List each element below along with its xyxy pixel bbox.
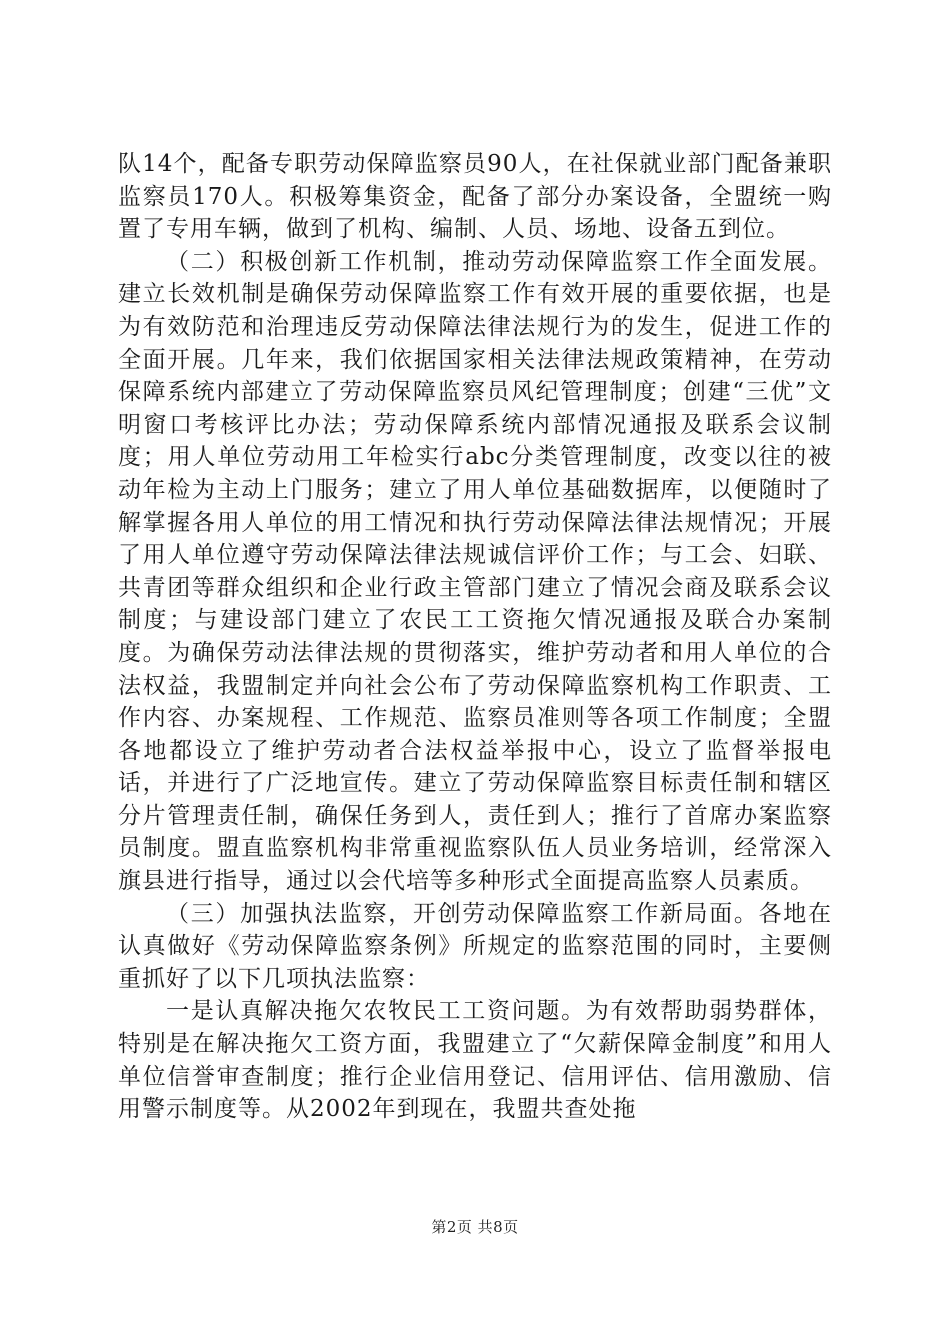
paragraph-1: 队14个，配备专职劳动保障监察员90人，在社保就业部门配备兼职监察员170人。积极筹集资金，配备了部分办案设备，全盟统一购置了专用车辆，做到了机构、编制、人员、场地、设备五到位。 — [118, 151, 832, 243]
paragraph-2: （二）积极创新工作机制，推动劳动保障监察工作全面发展。建立长效机制是确保劳动保障监察工作有效开展的重要依据，也是为有效防范和治理违反劳动保障法律法规行为的发生，促进工作的全面开展。几年来，我们依据国家相关法律法规政策精神，在劳动保障系统内部建立了劳动保障监察员风纪管理制度；创建“三优”文明窗口考核评比办法；劳动保障系统内部情况通报及联系会议制度；用人单位劳动用工年检实行abc分类管理制度，改变以往的被动年检为主动上门服务；建立了用人单位基础数据库，以便随时了解掌握各用人单位的用工情况和执行劳动保障法律法规情况；开展了用人单位遵守劳动保障法律法规诚信评价工作；与工会、妇联、共青团等群众组织和企业行政主管部门建立了情况会商及联系会议制度；与建设部门建立了农民工工资拖欠情况通报及联合办案制度。为确保劳动法律法规的贯彻落实，维护劳动者和用人单位的合法权益，我盟制定并向社会公布了劳动保障监察机构工作职责、工作内容、办案规程、工作规范、监察员准则等各项工作制度；全盟各地都设立了维护劳动者合法权益举报中心，设立了监督举报电话，并进行了广泛地宣传。建立了劳动保障监察目标责任制和辖区分片管理责任制，确保任务到人，责任到人；推行了首席办案监察员制度。盟直监察机构非常重视监察队伍人员业务培训，经常深入旗县进行指导，通过以会代培等多种形式全面提高监察人员素质。 — [118, 248, 832, 895]
document-body — [118, 148, 832, 1126]
paragraph-4: 一是认真解决拖欠农牧民工工资问题。为有效帮助弱势群体，特别是在解决拖欠工资方面，我盟建立了“欠薪保障金制度”和用人单位信誉审查制度；推行企业信用登记、信用评估、信用激励、信用警示制度等。从2002年到现在，我盟共查处拖 — [118, 998, 832, 1123]
paragraph-3: （三）加强执法监察，开创劳动保障监察工作新局面。各地在认真做好《劳动保障监察条例》所规定的监察范围的同时，主要侧重抓好了以下几项执法监察： — [118, 900, 832, 992]
page-footer: 第2页 共8页 — [431, 1218, 519, 1236]
